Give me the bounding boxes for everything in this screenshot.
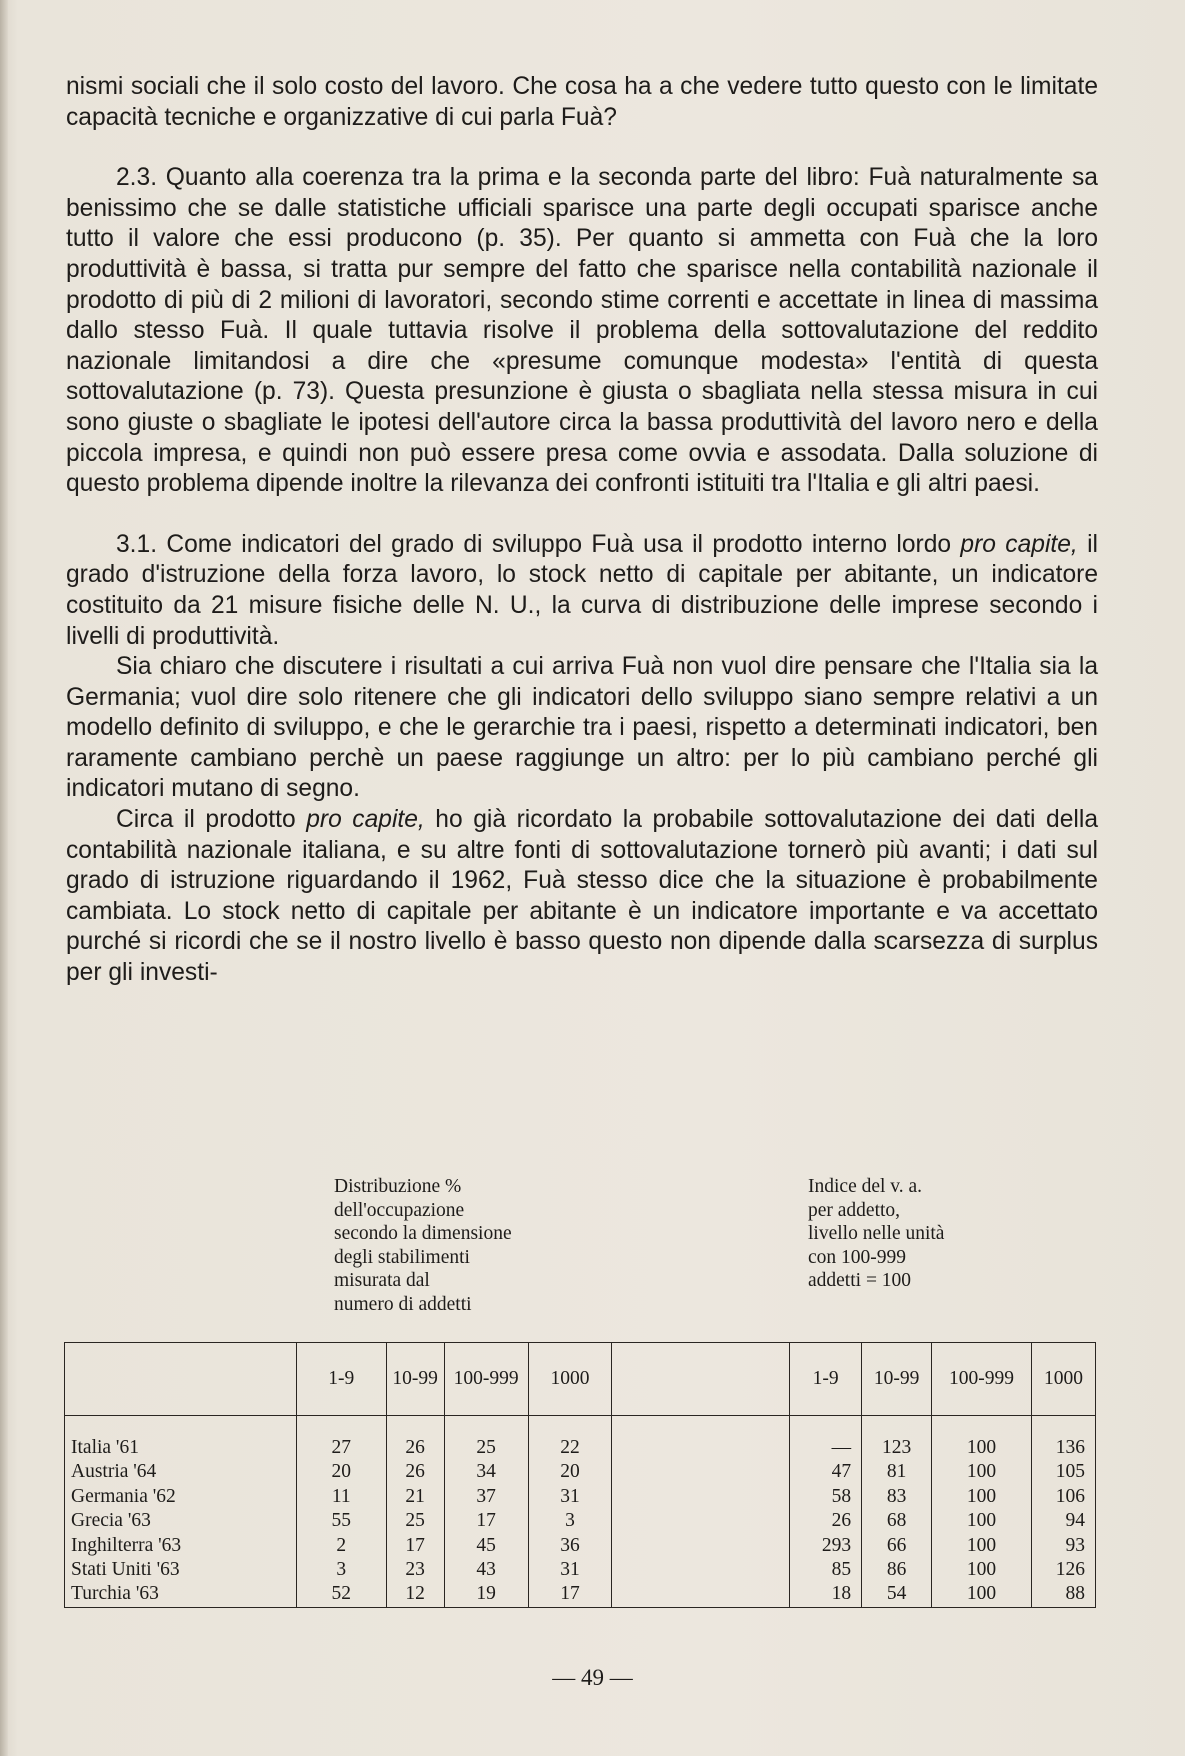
- table-row: [65, 1558, 1096, 1582]
- paragraph-continuation: nismi sociali che il solo costo del lavoro. Che cosa ha a che vedere tutto questo con le limitate capacità tecniche e organizzative di cui parla Fuà?: [66, 73, 1098, 131]
- value-cell: 31: [528, 1558, 612, 1582]
- body-text: [66, 72, 1098, 989]
- value-cell: 106: [1031, 1485, 1095, 1509]
- value-cell: —: [790, 1436, 862, 1460]
- header-gap-cell: [612, 1343, 790, 1416]
- value-cell: 100: [932, 1485, 1032, 1509]
- paragraph-3-1: [66, 530, 1098, 652]
- table-row: [65, 1509, 1096, 1533]
- value-cell: 123: [862, 1436, 932, 1460]
- value-cell: 100: [932, 1509, 1032, 1533]
- table-spacer-row: [65, 1416, 1096, 1437]
- value-cell: 54: [862, 1582, 932, 1607]
- table-header-row: [65, 1343, 1096, 1416]
- country-cell: Italia '61: [65, 1436, 297, 1460]
- value-cell: 21: [386, 1485, 444, 1509]
- value-cell: 25: [386, 1509, 444, 1533]
- country-cell: Germania '62: [65, 1485, 297, 1509]
- value-cell: 34: [444, 1460, 528, 1484]
- col-header: 1-9: [296, 1343, 386, 1416]
- p3-text-a: 3.1. Come indicatori del grado di sviluppo Fuà usa il prodotto interno lordo: [116, 530, 961, 558]
- table-row: [65, 1582, 1096, 1607]
- value-cell: 3: [528, 1509, 612, 1533]
- p3-italic: pro capite,: [960, 530, 1078, 558]
- country-cell: Stati Uniti '63: [65, 1558, 297, 1582]
- heading-line: livello nelle unità: [808, 1223, 945, 1245]
- heading-line: per addetto,: [808, 1199, 901, 1221]
- gap-cell: [612, 1558, 790, 1582]
- value-cell: 12: [386, 1582, 444, 1607]
- value-cell: 100: [932, 1436, 1032, 1460]
- value-cell: 23: [386, 1558, 444, 1582]
- value-cell: 17: [444, 1509, 528, 1533]
- value-cell: 2: [296, 1534, 386, 1558]
- page-spine-shadow: [0, 0, 8, 1756]
- value-cell: 52: [296, 1582, 386, 1607]
- value-cell: 66: [862, 1534, 932, 1558]
- col-header: 10-99: [862, 1343, 932, 1416]
- country-cell: Turchia '63: [65, 1582, 297, 1607]
- value-cell: 55: [296, 1509, 386, 1533]
- value-cell: 25: [444, 1436, 528, 1460]
- gap-cell: [612, 1509, 790, 1533]
- value-cell: 47: [790, 1460, 862, 1484]
- heading-line: numero di addetti: [334, 1293, 472, 1315]
- value-cell: 94: [1031, 1509, 1095, 1533]
- table-heading-index: [808, 1175, 944, 1293]
- table-row: [65, 1485, 1096, 1509]
- heading-line: degli stabilimenti: [334, 1246, 470, 1268]
- p5-text-a: Circa il prodotto: [116, 806, 307, 834]
- col-header: 10-99: [386, 1343, 444, 1416]
- value-cell: 17: [386, 1534, 444, 1558]
- value-cell: 26: [386, 1436, 444, 1460]
- value-cell: 100: [932, 1460, 1032, 1484]
- value-cell: 11: [296, 1485, 386, 1509]
- value-cell: 26: [386, 1460, 444, 1484]
- heading-line: secondo la dimensione: [334, 1223, 512, 1245]
- heading-line: misurata dal: [334, 1270, 430, 1292]
- header-country-cell: [65, 1343, 297, 1416]
- gap-cell: [612, 1485, 790, 1509]
- value-cell: 126: [1031, 1558, 1095, 1582]
- value-cell: 83: [862, 1485, 932, 1509]
- statistics-table: [64, 1342, 1096, 1608]
- value-cell: 100: [932, 1534, 1032, 1558]
- country-cell: Inghilterra '63: [65, 1534, 297, 1558]
- col-header: 1000: [1031, 1343, 1095, 1416]
- table-heading-distribution: [334, 1175, 512, 1317]
- gap-cell: [612, 1460, 790, 1484]
- page-number: — 49 —: [552, 1665, 633, 1690]
- col-header: 1-9: [790, 1343, 862, 1416]
- value-cell: 293: [790, 1534, 862, 1558]
- p5-italic: pro capite,: [306, 806, 425, 834]
- value-cell: 93: [1031, 1534, 1095, 1558]
- value-cell: 88: [1031, 1582, 1095, 1607]
- paragraph-2-3: 2.3. Quanto alla coerenza tra la prima e la seconda parte del libro: Fuà naturalmente sa benissimo che se dalle statistiche ufficiali sparisce una parte degli occupati sparisce anche tutto il valore che essi producono (p. 35). Per quanto si ammetta con Fuà che la loro produttività è bassa, si tratta pur sempre del fatto che sparisce nella contabilità nazionale il prodotto di più di 2 milioni di lavoratori, secondo stime correnti e accettate in linea di massima dallo stesso Fuà. Il quale tuttavia risolve il problema della sottovalutazione del reddito nazionale limitandosi a dire che «presume comunque modesta» l'entità di questa sottovalutazione (p. 73). Questa presunzione è giusta o sbagliata nella stessa misura in cui sono giuste o sbagliate le ipotesi dell'autore circa la bassa produttività del lavoro nero e della piccola impresa, e quindi non può essere presa come ovvia e assodata. Dalla soluzione di questo problema dipende inoltre la rilevanza dei confronti istituiti tra l'Italia e gli altri paesi.: [66, 164, 1098, 498]
- p5-text-b: ho già ricordato la probabile sottovalutazione dei dati della contabilità nazionale italiana, e su altre fonti di sottovalutazione tornerò più avanti; i dati sul grado di istruzione riguardando il 1962, Fuà stesso dice che la situazione è probabilmente cambiata. Lo stock netto di capitale per abitante è un indicatore importante e va accettato purché si ricordi che se il nostro livello è basso questo non dipende dalla scarsezza di surplus per gli investi-: [66, 806, 1099, 987]
- value-cell: 3: [296, 1558, 386, 1582]
- value-cell: 22: [528, 1436, 612, 1460]
- value-cell: 45: [444, 1534, 528, 1558]
- col-header: 1000: [528, 1343, 612, 1416]
- value-cell: 43: [444, 1558, 528, 1582]
- table-row: [65, 1534, 1096, 1558]
- table-row: [65, 1460, 1096, 1484]
- heading-line: dell'occupazione: [334, 1199, 465, 1221]
- value-cell: 27: [296, 1436, 386, 1460]
- value-cell: 36: [528, 1534, 612, 1558]
- value-cell: 20: [528, 1460, 612, 1484]
- col-header: 100-999: [932, 1343, 1032, 1416]
- table-row: [65, 1436, 1096, 1460]
- value-cell: 68: [862, 1509, 932, 1533]
- p3-text-b: il grado d'istruzione della forza lavoro, lo stock netto di capitale per abitante, un indicatore costituito da 21 misure fisiche delle N. U., la curva di distribuzione delle imprese secondo i livelli di produttività.: [66, 530, 1098, 650]
- value-cell: 105: [1031, 1460, 1095, 1484]
- value-cell: 136: [1031, 1436, 1095, 1460]
- heading-line: Distribuzione %: [334, 1176, 462, 1197]
- gap-cell: [612, 1582, 790, 1607]
- value-cell: 86: [862, 1558, 932, 1582]
- country-cell: Austria '64: [65, 1460, 297, 1484]
- gap-cell: [612, 1436, 790, 1460]
- paragraph-sia-chiaro: Sia chiaro che discutere i risultati a cui arriva Fuà non vuol dire pensare che l'Italia sia la Germania; vuol dire solo ritenere che gli indicatori dello sviluppo siano sempre relativi a un modello definito di sviluppo, e che le gerarchie tra i paesi, rispetto a determinati indicatori, ben raramente cambiano perchè un paese raggiunge un altro: per lo più cambiano perché gli indicatori mutano di segno.: [66, 653, 1098, 803]
- heading-line: addetti = 100: [808, 1270, 912, 1292]
- value-cell: 85: [790, 1558, 862, 1582]
- gap-cell: [612, 1534, 790, 1558]
- value-cell: 20: [296, 1460, 386, 1484]
- value-cell: 37: [444, 1485, 528, 1509]
- col-header: 100-999: [444, 1343, 528, 1416]
- value-cell: 58: [790, 1485, 862, 1509]
- value-cell: 26: [790, 1509, 862, 1533]
- value-cell: 100: [932, 1558, 1032, 1582]
- value-cell: 19: [444, 1582, 528, 1607]
- heading-line: Indice del v. a.: [808, 1176, 923, 1197]
- value-cell: 31: [528, 1485, 612, 1509]
- heading-line: con 100-999: [808, 1246, 907, 1268]
- value-cell: 17: [528, 1582, 612, 1607]
- country-cell: Grecia '63: [65, 1509, 297, 1533]
- value-cell: 81: [862, 1460, 932, 1484]
- value-cell: 100: [932, 1582, 1032, 1607]
- paragraph-circa: [66, 805, 1098, 989]
- value-cell: 18: [790, 1582, 862, 1607]
